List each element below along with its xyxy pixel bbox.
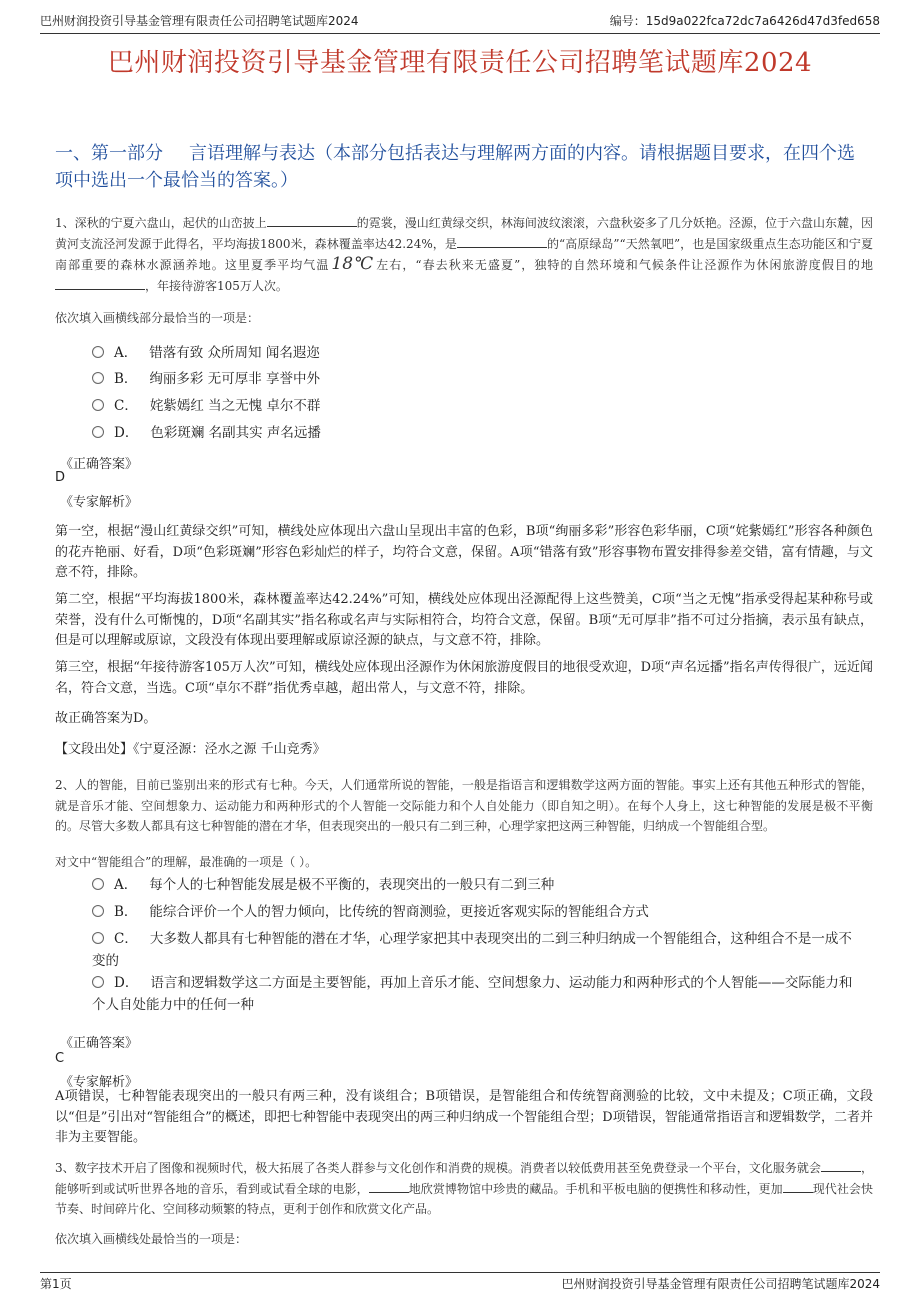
q2-answer-label: 《正确答案》 [60,1036,139,1051]
q3-text-d: 现代社会快节奏、时间碎片化、空间移动频繁的特点，更利于创作和欣赏文化产品。 [55,1181,873,1216]
q1-text-a: 1、深秋的宁夏六盘山，起伏的山峦披上 [55,216,267,230]
q1-source: 【文段出处】《宁夏泾源：泾水之源 千山竞秀》 [55,742,326,757]
q2-option-a[interactable]: A． 每个人的七种智能发展是极不平衡的，表现突出的一般只有二到三种 [92,874,862,896]
radio-icon[interactable] [92,399,104,411]
fill-blank-2 [369,1181,409,1193]
q1-analysis-1: 第一空，根据“漫山红黄绿交织”可知，横线处应体现出六盘山呈现出丰富的色彩，B项“绚丽多彩”形容色彩华丽，C项“姹紫嫣红”形容各种颜色的花卉艳丽、好看，D项“色彩斑斓”形容色彩灿烂的样子，均符合文意，保留。A项“错落有致”形容事物布置安排得参差交错，富有情趣，与文意不符，排除。 [55,524,873,580]
q2-option-d[interactable]: D． 语言和逻辑数学这二方面是主要智能，再加上音乐才能、空间想象力、运动能力和两种形式的个人智能——交际能力和个人自处能力中的任何一种 [92,975,853,1013]
header-left-title: 巴州财润投资引导基金管理有限责任公司招聘笔试题库2024 [40,14,359,28]
q1-answer-label: 《正确答案》 [60,457,139,472]
q1-text-b: 的霓裳，漫山红黄绿交织，林海间波纹滚滚，六盘秋姿多了几分妖艳。泾源，位于六盘山东麓，因黄河支流泾河发源于此得名，平均海拔1800米，森林覆盖率达42.24%，是 [55,216,873,251]
fill-blank-1 [821,1160,861,1172]
header-doc-number: 编号：15d9a022fca72dc7a6426d47d3fed658 [609,14,880,28]
page-title: 巴州财润投资引导基金管理有限责任公司招聘笔试题库2024 [107,48,813,78]
page-header [40,12,880,34]
q1-option-d[interactable]: D． 色彩斑斓 名副其实 声名远播 [92,422,862,444]
q3-prompt: 依次填入画横线处最恰当的一项是： [55,1232,248,1246]
q1-analysis-label: 《专家解析》 [60,495,139,510]
fill-blank-1 [267,215,357,227]
q1-text-d: 左右，“春去秋来无盛夏”，独特的自然环境和气候条件让泾源作为休闲旅游度假目的地 [376,258,873,272]
q1-prompt: 依次填入画横线部分最恰当的一项是： [55,311,260,325]
q2-answer: C [55,1051,65,1066]
radio-icon[interactable] [92,426,104,438]
q1-answer: D [55,470,66,485]
section-description: 言语理解与表达（本部分包括表达与理解两方面的内容。请根据题目要求，在四个选项中选出一个最恰当的答案。） [55,143,855,191]
q1-option-b[interactable]: B． 绚丽多彩 无可厚非 享誉中外 [92,368,862,390]
temperature-value: 18℃ [331,254,375,274]
section-part: 一、第一部分 [55,143,163,164]
q2-analysis-label: 《专家解析》 [60,1075,139,1090]
q1-option-c[interactable]: C． 姹紫嫣红 当之无愧 卓尔不群 [92,395,862,417]
page-number: 第1页 [40,1277,72,1291]
radio-icon[interactable] [92,346,104,358]
q2-prompt: 对文中“智能组合”的理解，最准确的一项是（ ）。 [55,855,318,869]
fill-blank-3 [783,1181,813,1193]
radio-icon[interactable] [92,878,104,890]
q3-text-b: ，能够听到或试听世界各地的音乐，看到或试看全球的电影， [55,1161,873,1196]
radio-icon[interactable] [92,905,104,917]
fill-blank-3 [55,278,145,290]
question-3-text [55,1158,873,1220]
q1-analysis-2: 第二空，根据“平均海拔1800米，森林覆盖率达42.24%”可知，横线处应体现出泾源配得上这些赞美，C项“当之无愧”指承受得起某种称号或荣誉，没有什么可惭愧的，D项“名副其实”指名称或名声与实际相符合，均符合文意，保留。B项“无可厚非”指不可过分指摘，表示虽有缺点，但是可以理解或原谅，文段没有体现出要理解或原谅泾源的缺点，与文意不符，排除。 [55,592,873,648]
question-2-text: 2、人的智能，目前已鉴别出来的形式有七种。今天，人们通常所说的智能，一般是指语言和逻辑数学这两方面的智能。事实上还有其他五种形式的智能，就是音乐才能、空间想象力、运动能力和两种形式的个人智能一交际能力和个人自处能力（即自知之明）。在每个人身上，这七种智能的发展是极不平衡的。尽管大多数人都具有这七种智能的潜在才华，但表现突出的一般只有二到三种，心理学家把这两三种智能，归纳成一个智能组合型。 [55,778,873,833]
q1-option-a[interactable]: A． 错落有致 众所周知 闻名遐迩 [92,342,862,364]
q2-analysis: A项错误，七种智能表现突出的一般只有两三种，没有谈组合；B项错误，是智能组合和传统智商测验的比较，文中未提及；C项正确，文段以“但是”引出对“智能组合”的概述，即把七种智能中表现突出的两三种归纳成一个智能组合型；D项错误，智能通常指语言和逻辑数学，二者并非为主要智能。 [55,1089,873,1145]
q2-option-b[interactable]: B． 能综合评价一个人的智力倾向，比传统的智商测验，更接近客观实际的智能组合方式 [92,901,862,923]
radio-icon[interactable] [92,932,104,944]
fill-blank-2 [457,236,547,248]
question-1-text [55,213,873,296]
q1-conclusion: 故正确答案为D。 [55,711,157,726]
radio-icon[interactable] [92,372,104,384]
radio-icon[interactable] [92,976,104,988]
section-heading [55,140,870,194]
q3-text-c: 地欣赏博物馆中珍贵的藏品。手机和平板电脑的便携性和移动性，更加 [408,1181,783,1196]
q1-analysis-3: 第三空，根据“年接待游客105万人次”可知，横线处应体现出泾源作为休闲旅游度假目的地很受欢迎，D项“声名远播”指名声传得很广，远近闻名，符合文意，当选。C项“卓尔不群”指优秀卓越，超出常人，与文意不符，排除。 [55,660,873,696]
footer-title: 巴州财润投资引导基金管理有限责任公司招聘笔试题库2024 [561,1277,880,1291]
q3-text-a: 3、数字技术开启了图像和视频时代，极大拓展了各类人群参与文化创作和消费的规模。消费者以较低费用甚至免费登录一个平台，文化服务就会 [55,1161,821,1175]
q2-option-c[interactable]: C． 大多数人都具有七种智能的潜在才华，心理学家把其中表现突出的二到三种归纳成一个智能组合，这种组合不是一成不变的 [92,931,852,969]
page-footer [40,1272,880,1292]
q1-text-c: 的“高原绿岛”“天然氧吧”，也是国家级重点生态功能区和宁夏南部重要的森林水源涵养地。这里夏季平均气温 [55,236,873,272]
q1-text-e: ，年接待游客105万人次。 [145,278,288,293]
